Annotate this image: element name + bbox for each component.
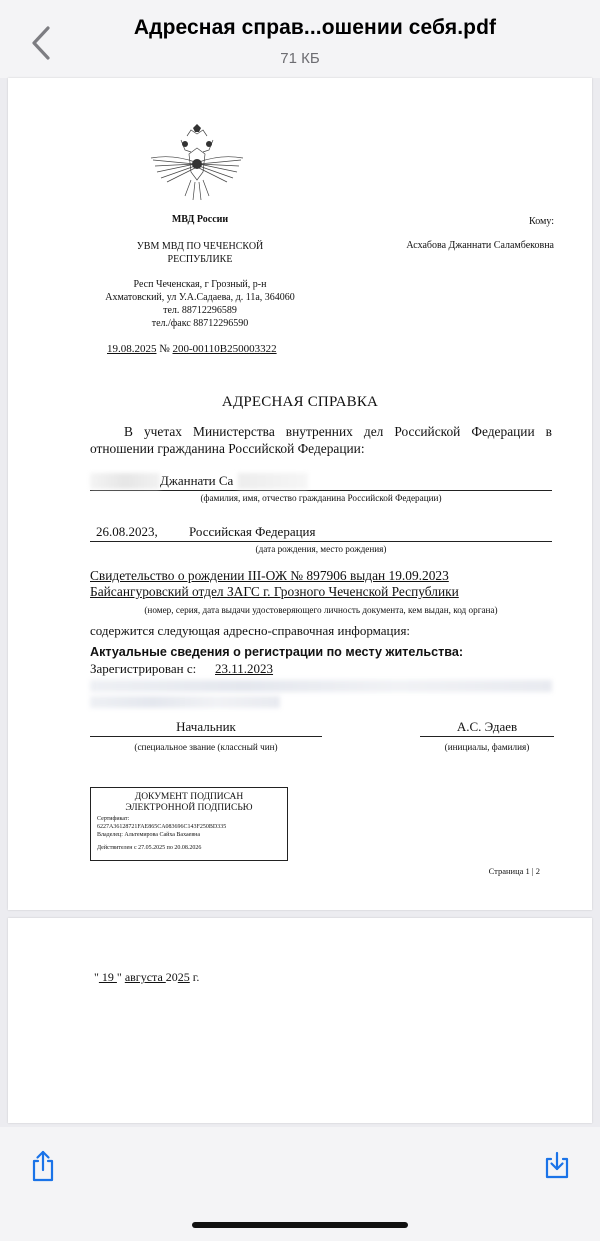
birth-place: Российская Федерация (189, 524, 316, 539)
mvd-emblem-icon (145, 124, 249, 204)
redacted-blur (90, 473, 160, 489)
date-month: августа (124, 970, 166, 984)
year-prefix: 20 (165, 970, 178, 984)
pdf-page-1[interactable] (8, 78, 592, 910)
stamp-cert: 6227A36128721FAE865CA083696C143F250BD335 (97, 824, 227, 830)
doc-number: 200-00110В250003322 (172, 343, 277, 355)
e-signature-stamp (90, 787, 288, 861)
doc-title: АДРЕСНАЯ СПРАВКА (221, 394, 379, 410)
sender-dept: УВМ МВД ПО ЧЕЧЕНСКОЙ РЕСПУБЛИКЕ (136, 241, 264, 265)
registered-label: Зарегистрирован с: (90, 661, 197, 676)
fio-field (90, 473, 552, 491)
fax-line: тел./факс 88712296590 (151, 318, 249, 329)
contains-text: содержится следующая адресно-справочная информация: (90, 623, 411, 638)
save-to-files-button[interactable] (541, 1149, 573, 1183)
sender-address (68, 278, 332, 330)
date-suffix: г. (189, 970, 200, 984)
intro-paragraph: В учетах Министерства внутренних дел Российской Федерации в отношении гражданина Российской Федерации: (90, 424, 552, 456)
actual-heading: Актуальные сведения о регистрации по месту жительства: (90, 645, 464, 659)
sender-org: МВД России (171, 214, 229, 225)
pdf-page-2[interactable] (8, 918, 592, 1123)
fio-visible-text: Джаннати Са (160, 473, 234, 488)
stamp-title (91, 792, 287, 814)
signatory-title: Начальник (90, 719, 322, 737)
identity-line-2: Байсангуровский отдел ЗАГС г. Грозного Чеченской Республики (90, 584, 459, 599)
share-icon (27, 1149, 59, 1183)
signatory-name: А.С. Эдаев (420, 719, 554, 737)
page-number: Страница 1 | 2 (488, 866, 540, 876)
signatory-title-caption: (специальное звание (классный чин) (134, 742, 278, 752)
birth-date: 26.08.2023, (96, 524, 158, 539)
redacted-blur (238, 473, 308, 489)
signatory-name-caption: (инициалы, фамилия) (444, 742, 530, 752)
doc-number-line (107, 343, 277, 355)
stamp-title-line: ДОКУМЕНТ ПОДПИСАН (134, 792, 244, 802)
number-sign: № (159, 343, 170, 355)
address-line: Ахматовский, ул У.А.Садаева, д. 11а, 364060 (105, 292, 295, 303)
save-to-files-icon (541, 1149, 573, 1183)
year-suffix: 25 (177, 970, 190, 984)
redacted-address-blur (90, 696, 280, 708)
quote: " (94, 970, 99, 984)
bottom-toolbar (0, 1127, 600, 1241)
file-title: Адресная справ...ошении себя.pdf (133, 16, 497, 39)
page2-date (94, 970, 199, 985)
share-button[interactable] (27, 1149, 59, 1183)
quote: " (116, 970, 122, 984)
birth-field (90, 524, 552, 542)
registered-date: 23.11.2023 (215, 661, 274, 676)
viewer-header (0, 0, 600, 78)
birth-caption: (дата рождения, место рождения) (255, 544, 387, 554)
redacted-address-blur (90, 680, 552, 692)
fio-caption: (фамилия, имя, отчество гражданина Российской Федерации) (200, 493, 442, 503)
stamp-cert-label: Сертификат: (97, 816, 130, 822)
recipient-label: Кому: (529, 216, 554, 227)
doc-date: 19.08.2025 (107, 343, 157, 355)
identity-caption: (номер, серия, дата выдачи удостоверяющего личность документа, кем выдан, код органа) (144, 605, 498, 615)
address-line: Респ Чеченская, г Грозный, р-н (133, 279, 267, 290)
recipient-name: Асхабова Джаннати Саламбековна (406, 240, 554, 251)
file-size: 71 КБ (280, 50, 320, 67)
date-day: 19 (98, 970, 117, 984)
stamp-owner: Владелец: Альтемирова Сайха Вахаевна (97, 832, 201, 838)
phone-line: тел. 88712296589 (163, 305, 237, 316)
identity-line-1: Свидетельство о рождении III-ОЖ № 897906 выдан 19.09.2023 (90, 568, 449, 583)
stamp-valid: Действителен с 27.05.2025 по 20.08.2026 (97, 845, 202, 851)
home-indicator (192, 1222, 408, 1228)
stamp-title-line: ЭЛЕКТРОННОЙ ПОДПИСЬЮ (125, 803, 253, 813)
